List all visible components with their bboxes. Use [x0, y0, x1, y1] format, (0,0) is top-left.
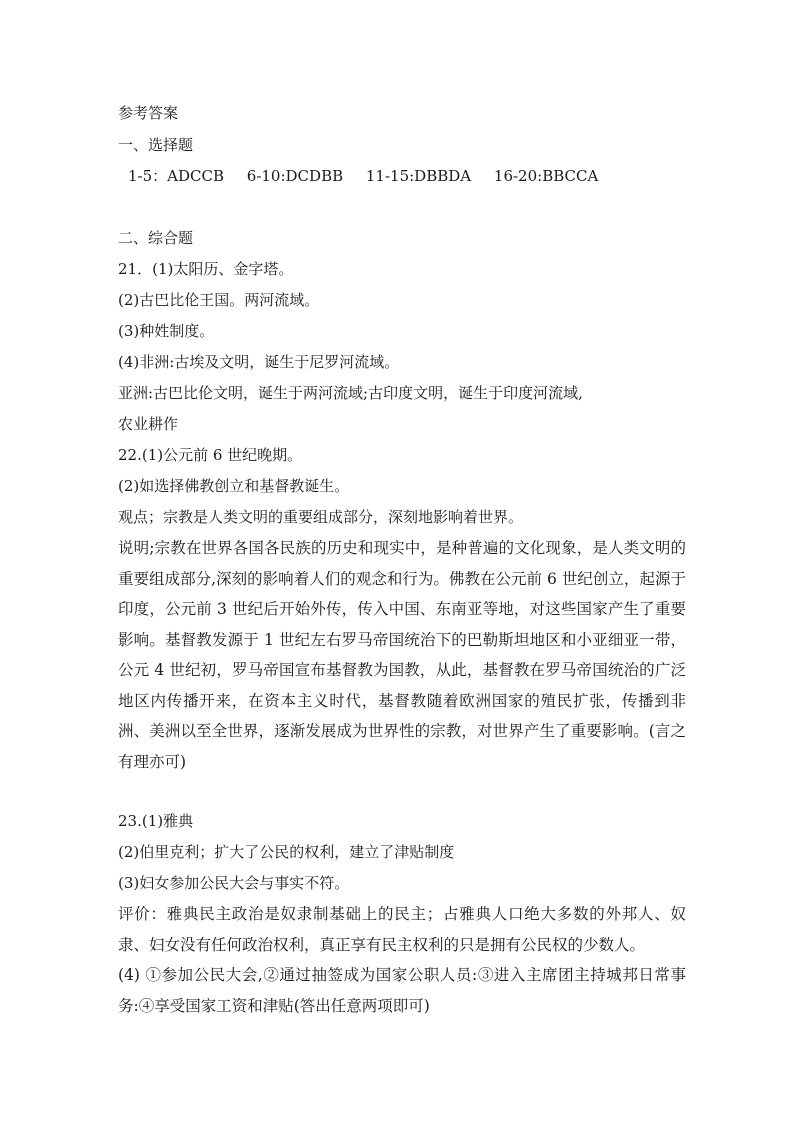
page-title: 参考答案: [118, 104, 179, 122]
choice-answers: [128, 166, 698, 186]
q22-answer-2: (2)如选择佛教创立和基督教诞生。: [118, 477, 350, 495]
q22-viewpoint: 观点；宗教是人类文明的重要组成部分，深刻地影响着世界。: [118, 508, 524, 526]
section-2-heading: 二、综合题: [118, 229, 194, 247]
q23-answer-3: (3)妇女参加公民大会与事实不符。: [118, 874, 350, 892]
q23-answer-1: 23.(1)雅典: [118, 812, 194, 830]
q23-evaluation: 评价：雅典民主政治是奴隶制基础上的民主；占雅典人口绝大多数的外邦人、奴隶、妇女没有任何政治权利，真正享有民主权利的只是拥有公民权的少数人。: [118, 905, 686, 954]
q23-answer-2: (2)伯里克利；扩大了公民的权利，建立了津贴制度: [118, 843, 455, 861]
q21-answer-4-line-1: (4)非洲:古埃及文明，诞生于尼罗河流域。: [118, 353, 400, 371]
choice-answer-16-20: 16-20:BBCCA: [493, 167, 599, 185]
q22-answer-1: 22.(1)公元前 6 世纪晚期。: [118, 446, 303, 464]
q21-answer-4-line-3: 农业耕作: [118, 415, 179, 433]
q21-answer-2: (2)古巴比伦王国。两河流域。: [118, 291, 320, 309]
section-1-heading: 一、选择题: [118, 136, 194, 154]
q21-answer-4-line-2: 亚洲:古巴比伦文明，诞生于两河流域;古印度文明，诞生于印度河流域,: [118, 384, 583, 402]
choice-answer-6-10: 6-10:DCDBB: [246, 167, 344, 185]
q21-answer-1: 21．(1)太阳历、金字塔。: [118, 260, 294, 278]
choice-answer-1-5: 1-5：ADCCB: [128, 167, 224, 185]
q21-answer-3: (3)种姓制度。: [118, 322, 215, 340]
q22-explanation: 说明;宗教在世界各国各民族的历史和现实中，是种普遍的文化现象，是人类文明的重要组成部分,深刻的影响着人们的观念和行为。佛教在公元前 6 世纪创立，起源于印度，公元前 3 世纪后开始外传，传入中国、东南亚等地，对这些国家产生了重要影响。基督教发源于 1 世纪左右罗马帝国统治下的巴勒斯坦地区和小亚细亚一带，公元 4 世纪初，罗马帝国宣布基督教为国教，从此，基督教在罗马帝国统治的广泛地区内传播开来，在资本主义时代，基督教随着欧洲国家的殖民扩张，传播到非洲、美洲以至全世界，逐渐发展成为世界性的宗教，对世界产生了重要影响。(言之有理亦可): [118, 539, 686, 771]
q23-answer-4: (4) ①参加公民大会,②通过抽签成为国家公职人员:③进入主席团主持城邦日常事务:④享受国家工资和津贴(答出任意两项即可): [118, 966, 686, 1015]
choice-answer-11-15: 11-15:DBBDA: [365, 167, 472, 185]
